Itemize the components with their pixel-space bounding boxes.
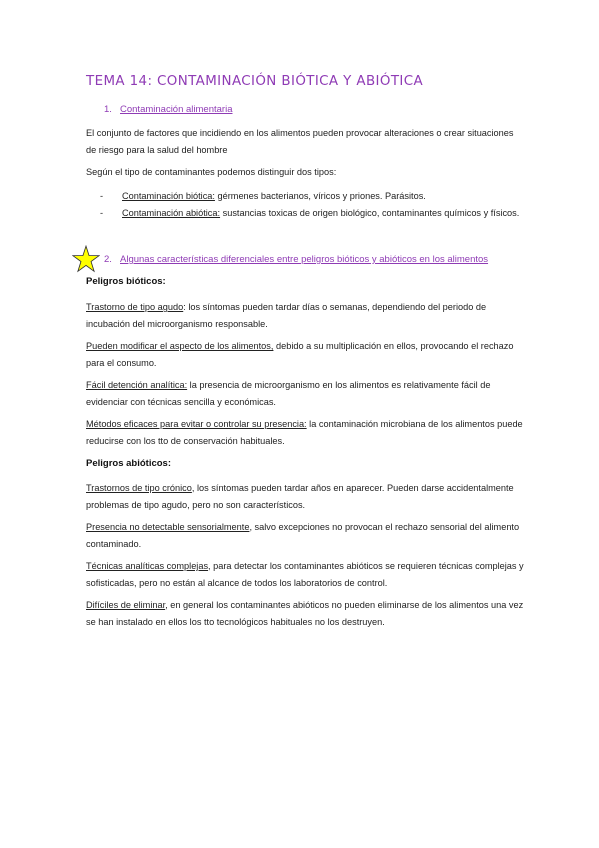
paragraph-desc: , para detectar los contaminantes abióticos se requieren técnicas complejas y sofisticadas, pero no están al alcance de todos los laboratorios de control.: [86, 561, 524, 588]
paragraph-desc: , salvo excepciones no provocan el rechazo sensorial del alimento contaminado.: [86, 522, 520, 549]
bioticos-heading: Peligros bióticos:: [86, 276, 166, 287]
paragraph: [86, 558, 526, 591]
paragraph-desc: , en general los contaminantes abióticos no pueden eliminarse de los alimentos una vez se han instalado en ellos los tto tecnológicos habituales no los destruyen.: [86, 600, 524, 627]
bullet-dash: -: [100, 191, 104, 201]
paragraph: [86, 597, 526, 630]
list-item-term: Contaminación biótica:: [122, 191, 215, 201]
paragraph-desc: la contaminación microbiana de los alimentos puede reducirse con los tto de conservación habituales.: [86, 419, 523, 446]
list-item-body: [122, 206, 520, 221]
paragraph: [86, 338, 526, 371]
section-2-heading: [104, 254, 488, 265]
list-item-desc: gérmenes bacterianos, víricos y priones. Parásitos.: [214, 191, 426, 201]
paragraph-term: Presencia no detectable sensorialmente: [86, 522, 250, 532]
paragraph-term: Métodos eficaces para evitar o controlar su presencia:: [86, 419, 307, 429]
paragraph-desc: la presencia de microorganismo en los alimentos es relativamente fácil de evidenciar con técnicas sencilla y económicas.: [86, 380, 491, 407]
paragraph-desc: debido a su multiplicación en ellos, provocando el rechazo para el consumo.: [86, 341, 514, 368]
paragraph: [86, 377, 526, 410]
paragraph-term: Fácil detención analítica:: [86, 380, 188, 390]
list-item-term: Contaminación abiótica:: [122, 208, 221, 218]
paragraph-term: Técnicas analíticas complejas: [86, 561, 209, 571]
list-item-body: [122, 189, 520, 204]
paragraph-term: Difíciles de eliminar: [86, 600, 166, 610]
bullet-dash: -: [100, 208, 104, 218]
intro-paragraph-2: Según el tipo de contaminantes podemos distinguir dos tipos:: [86, 167, 337, 177]
intro-paragraph: El conjunto de factores que incidiendo en los alimentos pueden provocar alteraciones o crear situaciones de riesgo para la salud del hombre: [86, 128, 514, 155]
paragraph-desc: : los síntomas pueden tardar días o semanas, dependiendo del periodo de incubación del microorganismo responsable.: [86, 302, 487, 329]
section-label: Contaminación alimentaria: [120, 104, 233, 115]
page-title: TEMA 14: CONTAMINACIÓN BIÓTICA Y ABIÓTICA: [86, 74, 424, 89]
section-1-heading: [104, 104, 232, 115]
paragraph: [86, 480, 526, 513]
section-label: Algunas características diferenciales entre peligros bióticos y abióticos en los alimentos: [120, 254, 489, 265]
paragraph-desc: , los síntomas pueden tardar años en aparecer. Pueden darse accidentalmente problemas de tipo agudo, pero no son característicos.: [86, 483, 514, 510]
list-item-desc: sustancias toxicas de origen biológico, contaminantes químicos y físicos.: [220, 208, 520, 218]
paragraph: [86, 299, 526, 332]
section-number: 1.: [104, 104, 112, 115]
paragraph-term: Trastorno de tipo agudo: [86, 302, 184, 312]
paragraph: [86, 416, 526, 449]
section-number: 2.: [104, 254, 112, 265]
abioticos-heading: Peligros abióticos:: [86, 458, 171, 469]
paragraph: [86, 519, 526, 552]
paragraph-term: Trastornos de tipo crónico: [86, 483, 192, 493]
star-icon: [72, 245, 100, 273]
paragraph-term: Pueden modificar el aspecto de los alimentos,: [86, 341, 274, 351]
